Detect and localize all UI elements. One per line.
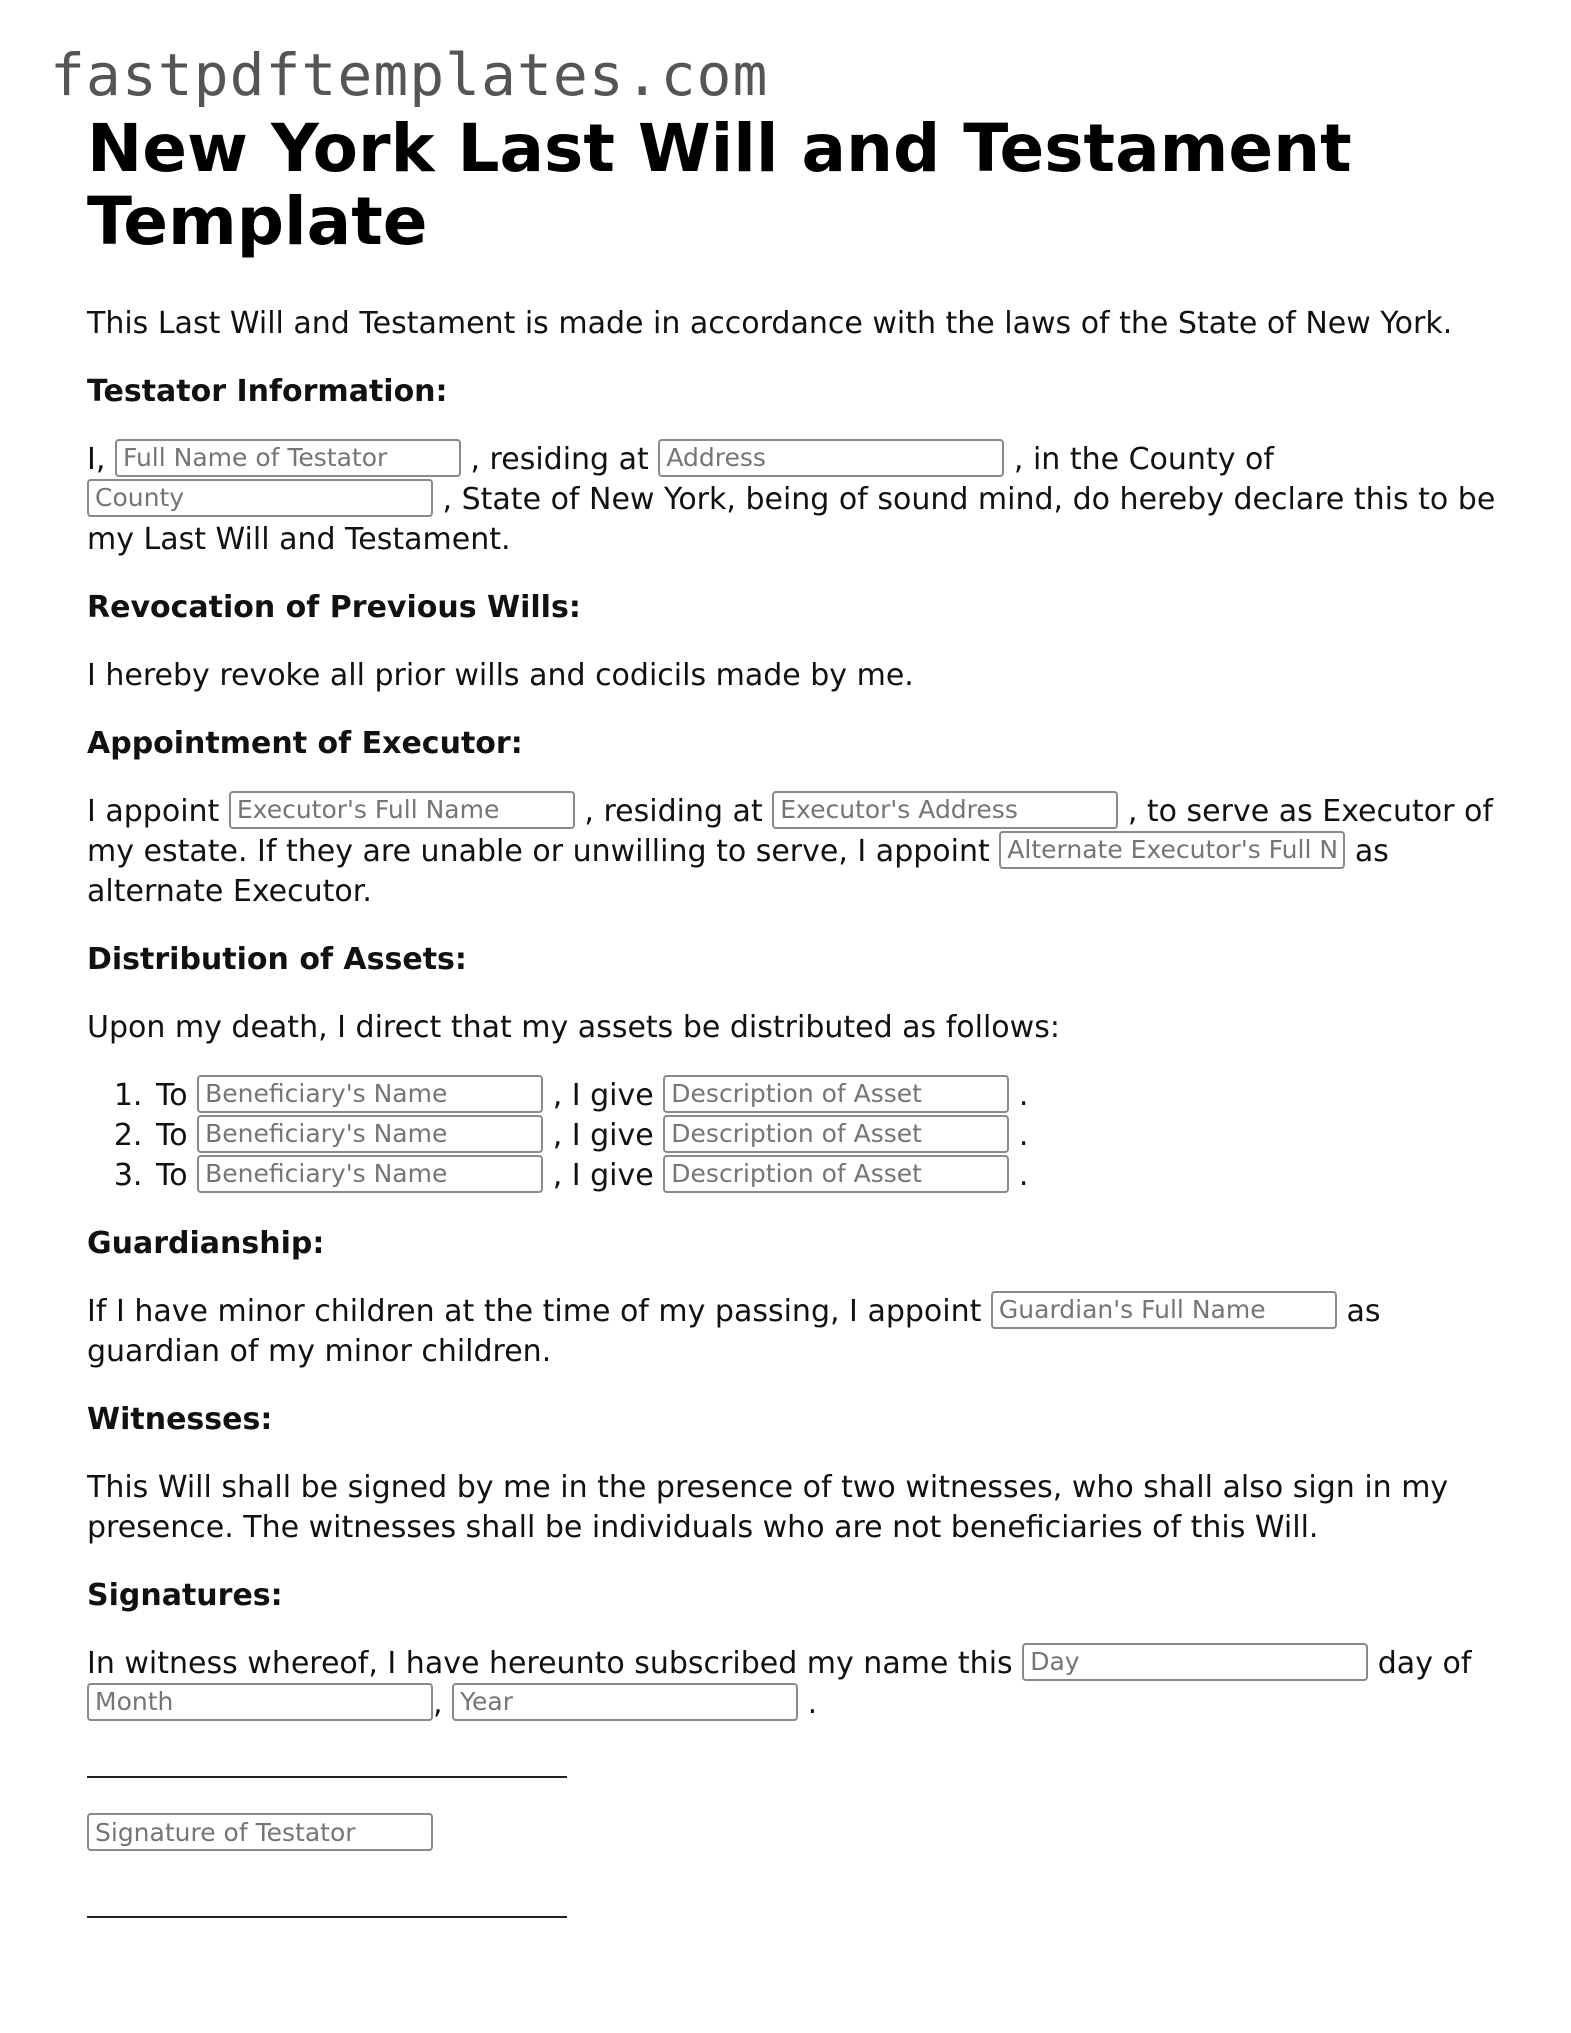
month-field[interactable] [87, 1683, 433, 1721]
asset-description-field[interactable] [663, 1075, 1009, 1113]
list-item [152, 1116, 1497, 1156]
executor-name-field[interactable] [229, 791, 575, 829]
executor-text-1: I appoint [87, 794, 220, 829]
signature-line-2 [87, 1916, 567, 1918]
revocation-heading: Revocation of Previous Wills: [87, 590, 581, 625]
to-label: To [156, 1158, 188, 1193]
executor-heading: Appointment of Executor: [87, 726, 523, 761]
watermark: fastpdftemplates.com [50, 41, 769, 109]
alternate-executor-field[interactable] [999, 831, 1345, 869]
guardianship-paragraph [87, 1292, 1497, 1372]
executor-text-3: , to serve as Executor of my estate. If they are unable or unwilling to serve, I appoint [87, 794, 1493, 869]
signature-field-wrapper [87, 1816, 1497, 1854]
signature-text-3: , [433, 1686, 443, 1721]
signature-text-4: . [807, 1686, 818, 1721]
page-title: New York Last Will and Testament Template [87, 110, 1352, 260]
give-label: , I give [552, 1078, 654, 1113]
signature-text-1: In witness whereof, I have hereunto subscribed my name this [87, 1646, 1013, 1681]
signatures-heading: Signatures: [87, 1578, 283, 1613]
executor-paragraph [87, 792, 1497, 912]
item-end: . [1018, 1118, 1029, 1153]
guardianship-text-1: If I have minor children at the time of my passing, I appoint [87, 1294, 982, 1329]
testator-paragraph [87, 440, 1497, 560]
testator-address-field[interactable] [658, 439, 1004, 477]
document [87, 112, 1497, 1918]
witnesses-heading: Witnesses: [87, 1402, 273, 1437]
beneficiary-name-field[interactable] [197, 1155, 543, 1193]
distribution-list [87, 1076, 1497, 1196]
testator-text-4: , State of New York, being of sound mind, do hereby declare this to be my Last Will and Testament. [87, 482, 1496, 557]
testator-county-field[interactable] [87, 479, 433, 517]
executor-text-4: as alternate Executor. [87, 834, 1389, 909]
testator-signature-field[interactable] [87, 1813, 433, 1851]
testator-heading: Testator Information: [87, 374, 448, 409]
item-end: . [1018, 1078, 1029, 1113]
revocation-text: I hereby revoke all prior wills and codicils made by me. [87, 658, 914, 693]
executor-text-2: , residing at [584, 794, 763, 829]
asset-description-field[interactable] [663, 1155, 1009, 1193]
signature-line [87, 1776, 567, 1778]
to-label: To [156, 1078, 188, 1113]
to-label: To [156, 1118, 188, 1153]
testator-text-3: , in the County of [1013, 442, 1274, 477]
beneficiary-name-field[interactable] [197, 1115, 543, 1153]
asset-description-field[interactable] [663, 1115, 1009, 1153]
guardianship-heading: Guardianship: [87, 1226, 325, 1261]
signature-date-paragraph [87, 1644, 1497, 1724]
witnesses-text: This Will shall be signed by me in the presence of two witnesses, who shall also sign in my presence. The witnesses shall be individuals who are not beneficiaries of this Will. [87, 1470, 1449, 1545]
intro-text: This Last Will and Testament is made in accordance with the laws of the State of New York. [87, 306, 1453, 341]
signature-text-2: day of [1377, 1646, 1472, 1681]
testator-text-1: I, [87, 442, 106, 477]
beneficiary-name-field[interactable] [197, 1075, 543, 1113]
guardian-name-field[interactable] [991, 1291, 1337, 1329]
testator-text-2: , residing at [470, 442, 649, 477]
testator-name-field[interactable] [115, 439, 461, 477]
executor-address-field[interactable] [772, 791, 1118, 829]
distribution-text: Upon my death, I direct that my assets be distributed as follows: [87, 1010, 1060, 1045]
give-label: , I give [552, 1118, 654, 1153]
item-end: . [1018, 1158, 1029, 1193]
distribution-heading: Distribution of Assets: [87, 942, 467, 977]
give-label: , I give [552, 1158, 654, 1193]
guardianship-text-2: as guardian of my minor children. [87, 1294, 1381, 1369]
day-field[interactable] [1022, 1643, 1368, 1681]
year-field[interactable] [452, 1683, 798, 1721]
list-item [152, 1076, 1497, 1116]
list-item [152, 1156, 1497, 1196]
